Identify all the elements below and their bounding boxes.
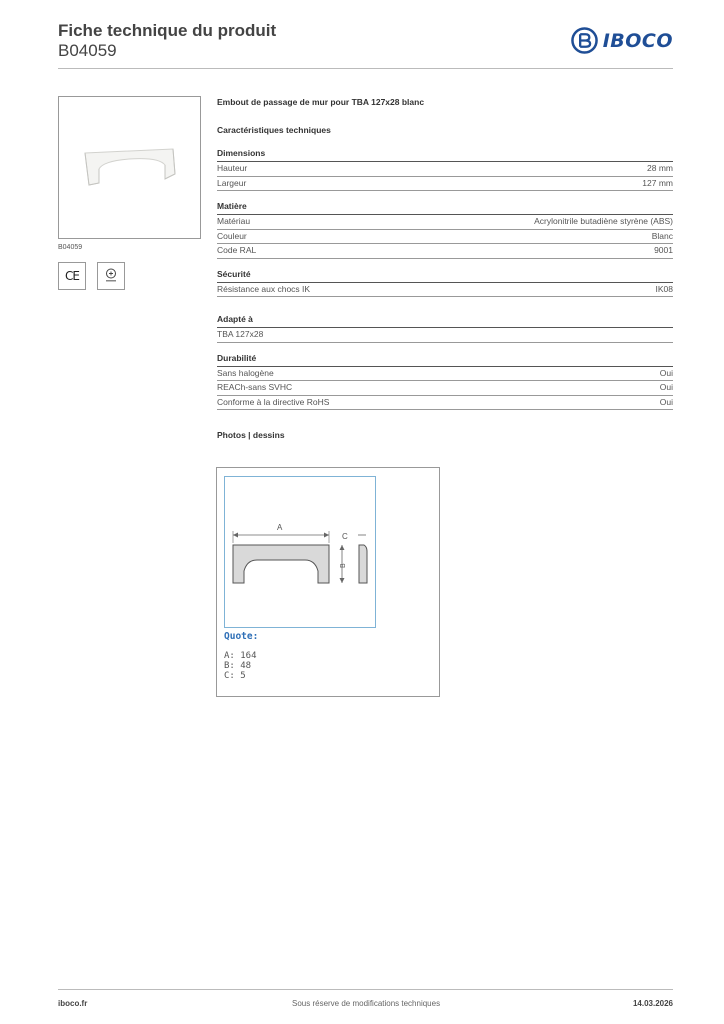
specifications-heading: Caractéristiques techniques bbox=[217, 125, 331, 135]
spec-value: IK08 bbox=[655, 283, 673, 294]
spec-row bbox=[217, 215, 673, 230]
section-durabilite-title: Durabilité bbox=[217, 343, 673, 367]
ce-mark-icon: CE bbox=[65, 269, 79, 283]
section-dimensions-title: Dimensions bbox=[217, 138, 673, 162]
footer-website: iboco.fr bbox=[58, 999, 88, 1008]
iboco-logo-icon bbox=[571, 27, 598, 54]
quote-line-b: B: 48 bbox=[224, 661, 252, 671]
section-securite-title: Sécurité bbox=[217, 259, 673, 283]
spec-label: Résistance aux chocs IK bbox=[217, 283, 311, 294]
brand-logo bbox=[571, 27, 673, 54]
spec-label: Hauteur bbox=[217, 163, 248, 173]
ce-certification-badge bbox=[58, 262, 86, 290]
spec-row bbox=[217, 230, 673, 245]
spec-value: 28 mm bbox=[647, 163, 673, 173]
spec-label: Conforme à la directive RoHS bbox=[217, 396, 330, 407]
dimension-c-label: C bbox=[342, 532, 348, 541]
spec-row bbox=[217, 177, 673, 192]
logo-text: IBOCO bbox=[602, 29, 673, 52]
spec-label: TBA 127x28 bbox=[217, 329, 264, 339]
spec-row bbox=[217, 381, 673, 396]
spec-value: Acrylonitrile butadiène styrène (ABS) bbox=[534, 216, 673, 226]
technical-drawing-frame bbox=[216, 467, 440, 697]
product-code: B04059 bbox=[58, 41, 117, 60]
spec-value: Oui bbox=[659, 382, 673, 392]
spec-value: 9001 bbox=[654, 245, 673, 255]
spec-value: 127 mm bbox=[642, 177, 673, 188]
tested-certification-icon bbox=[102, 267, 120, 285]
spec-value: Oui bbox=[659, 396, 673, 407]
spec-row bbox=[217, 396, 673, 411]
footer-date: 14.03.2026 bbox=[632, 999, 673, 1008]
dimension-a-label: A bbox=[277, 523, 283, 532]
quote-line-a: A: 164 bbox=[224, 651, 257, 661]
spec-row bbox=[217, 367, 673, 382]
product-description: Embout de passage de mur pour TBA 127x28 blanc bbox=[217, 97, 425, 107]
product-specifications bbox=[217, 96, 673, 441]
spec-label: Matériau bbox=[217, 216, 251, 226]
footer-notice: Sous réserve de modifications techniques bbox=[292, 999, 441, 1008]
product-image-caption: B04059 bbox=[58, 244, 83, 251]
cable-duct-end-piece-photo bbox=[59, 97, 200, 238]
spec-label: Code RAL bbox=[217, 245, 257, 255]
spec-row bbox=[217, 283, 673, 298]
dimension-b-label: B bbox=[340, 563, 347, 568]
spec-row bbox=[217, 328, 673, 343]
quote-line-c: C: 5 bbox=[224, 671, 246, 681]
quote-title: Quote: bbox=[224, 631, 259, 642]
spec-label: Largeur bbox=[217, 177, 247, 188]
spec-label: Couleur bbox=[217, 230, 247, 241]
spec-value: Blanc bbox=[651, 230, 673, 241]
technical-drawing bbox=[224, 476, 376, 628]
spec-row bbox=[217, 244, 673, 259]
page-header bbox=[58, 21, 673, 69]
section-matiere-title: Matière bbox=[217, 191, 673, 215]
page-footer bbox=[58, 989, 673, 1008]
spec-value: Oui bbox=[659, 367, 673, 378]
dimension-drawing bbox=[225, 477, 375, 627]
quote-block bbox=[224, 631, 258, 681]
page-title: Fiche technique du produit bbox=[58, 21, 277, 40]
section-adapte-title: Adapté à bbox=[217, 297, 673, 328]
photos-heading: Photos | dessins bbox=[217, 430, 285, 440]
product-image bbox=[58, 96, 201, 239]
spec-label: Sans halogène bbox=[217, 367, 274, 378]
tested-certification-badge bbox=[97, 262, 125, 290]
spec-label: REACh-sans SVHC bbox=[217, 382, 293, 392]
spec-row bbox=[217, 162, 673, 177]
